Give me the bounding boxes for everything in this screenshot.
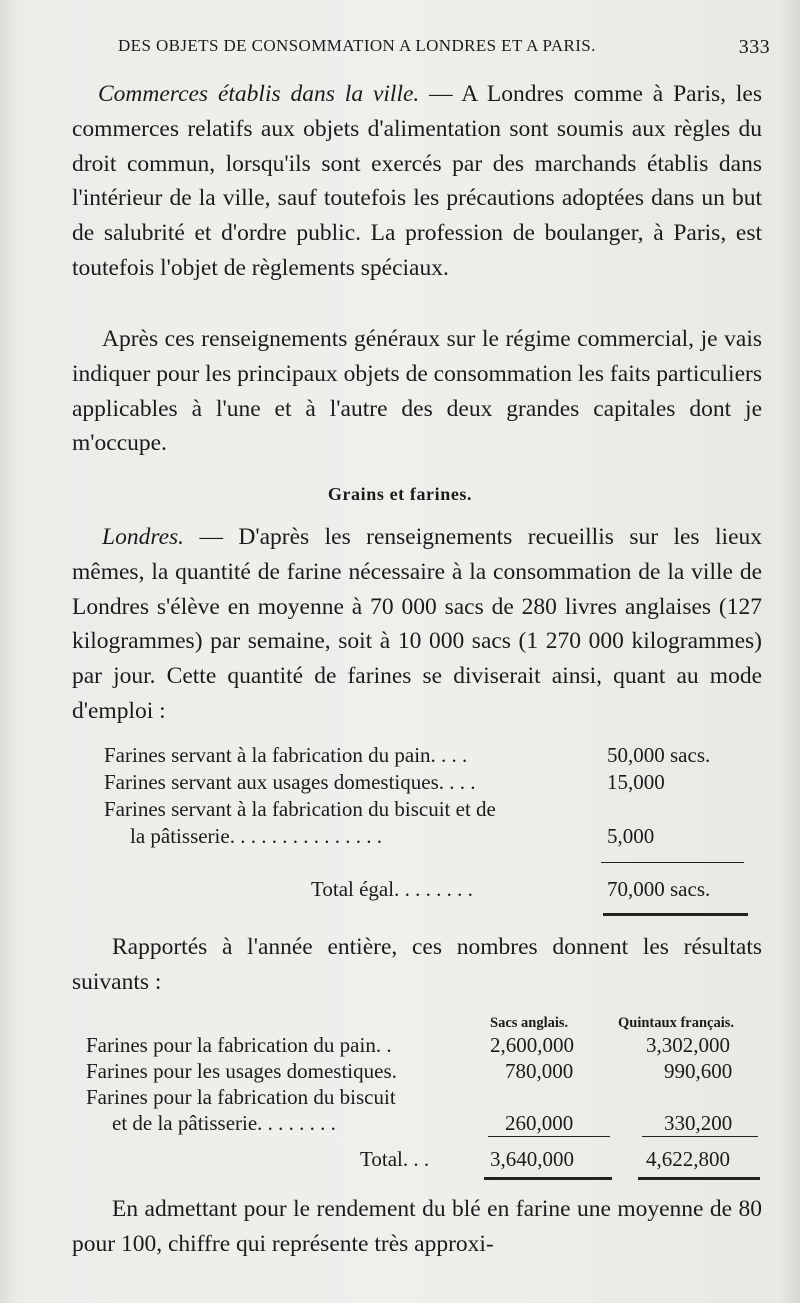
row-label: Farines pour la fabrication du biscuit [86,1085,396,1109]
double-rule [484,1177,612,1180]
row-label: Farines servant aux usages domestiques. . . . [104,770,476,794]
paragraph-body: — D'après les renseignements recueillis sur les lieux mêmes, la quantité de farine nécessaire à la consommation de la ville de Londres s'élève en moyenne à 70 000 sacs de 280 livres anglaises (127 kilogrammes) par semaine, soit à 10 000 sacs (1 270 000 kilogrammes) par jour. Cette quantité de farines se diviserait ainsi, quant au mode d'emploi : [72,524,762,724]
paragraph-renseignements: Après ces renseignements généraux sur le régime commercial, je vais indiquer pour les principaux objets de consommation les faits particuliers applicables à l'une et à l'autre des deux grandes capitales dont je m'occupe. [72,326,762,457]
sum-rule [601,862,744,863]
row-value: 5,000 [607,824,655,848]
table-farines-semaine [104,742,754,901]
running-head [118,36,770,56]
total-value: 70,000 sacs. [607,877,711,901]
row-value-sacs: 780,000 [505,1059,574,1083]
double-rule [638,1177,760,1180]
running-title: DES OBJETS DE CONSOMMATION A LONDRES ET A PARIS. [118,36,596,55]
column-header-sacs: Sacs anglais. [490,1015,569,1031]
double-rule [603,913,748,916]
row-value-sacs: 260,000 [505,1111,574,1135]
row-value-quintaux: 3,302,000 [646,1033,730,1057]
paragraph-rendement: En admettant pour le rendement du blé en farine une moyenne de 80 pour 100, chiffre qui représente très approxi- [72,1196,762,1257]
table-total-row [104,876,754,903]
sum-rule [488,1136,610,1137]
section-heading: Grains et farines. [327,484,473,504]
total-value-quintaux: 4,622,800 [646,1147,730,1171]
table-row [104,742,754,769]
row-label: Farines servant à la fabrication du biscuit et de [104,797,496,821]
table-row [86,1058,766,1084]
row-label: la pâtisserie. . . . . . . . . . . . . . . [130,824,382,848]
row-label: et de la pâtisserie. . . . . . . . [112,1111,336,1135]
paragraph-annee: Rapportés à l'année entière, ces nombres donnent les résultats suivants : [72,934,762,995]
paragraph-lead-italic: Commerces établis dans la ville. [98,81,420,107]
total-value-sacs: 3,640,000 [490,1147,574,1171]
total-label: Total égal. . . . . . . . [311,877,473,901]
row-value: 50,000 sacs. [607,743,711,767]
row-label: Farines servant à la fabrication du pain. . . . [104,743,468,767]
table-total-row [86,1146,766,1172]
table-row [104,796,754,823]
paragraph-londres [72,520,762,729]
row-label: Farines pour la fabrication du pain. . [86,1033,392,1057]
row-label: Farines pour les usages domestiques. [86,1059,397,1083]
table-farines-annee [86,1010,766,1171]
row-value-quintaux: 990,600 [664,1059,733,1083]
total-label: Total. . . [360,1147,430,1171]
table-row [104,769,754,796]
paragraph-commerces [72,77,762,286]
row-value-quintaux: 330,200 [664,1111,733,1135]
table-row [86,1032,766,1058]
table-row [86,1110,766,1136]
page-number: 333 [738,36,770,58]
paragraph-lead-italic: Londres. [102,524,185,550]
column-header-quintaux: Quintaux français. [618,1015,735,1031]
row-value-sacs: 2,600,000 [490,1033,574,1057]
table-row [86,1084,766,1110]
table-header [86,1010,766,1032]
row-value: 15,000 [607,770,665,794]
paragraph-body: — A Londres comme à Paris, les commerces relatifs aux objets d'alimentation sont soumis aux règles du droit commun, lorsqu'ils sont exercés par des marchands établis dans l'intérieur de la ville, sauf toutefois les précautions adoptées dans un but de salubrité et d'ordre public. La profession de boulanger, à Paris, est toutefois l'objet de règlements spéciaux. [72,81,762,281]
sum-rule [642,1136,758,1137]
table-row [104,823,754,850]
